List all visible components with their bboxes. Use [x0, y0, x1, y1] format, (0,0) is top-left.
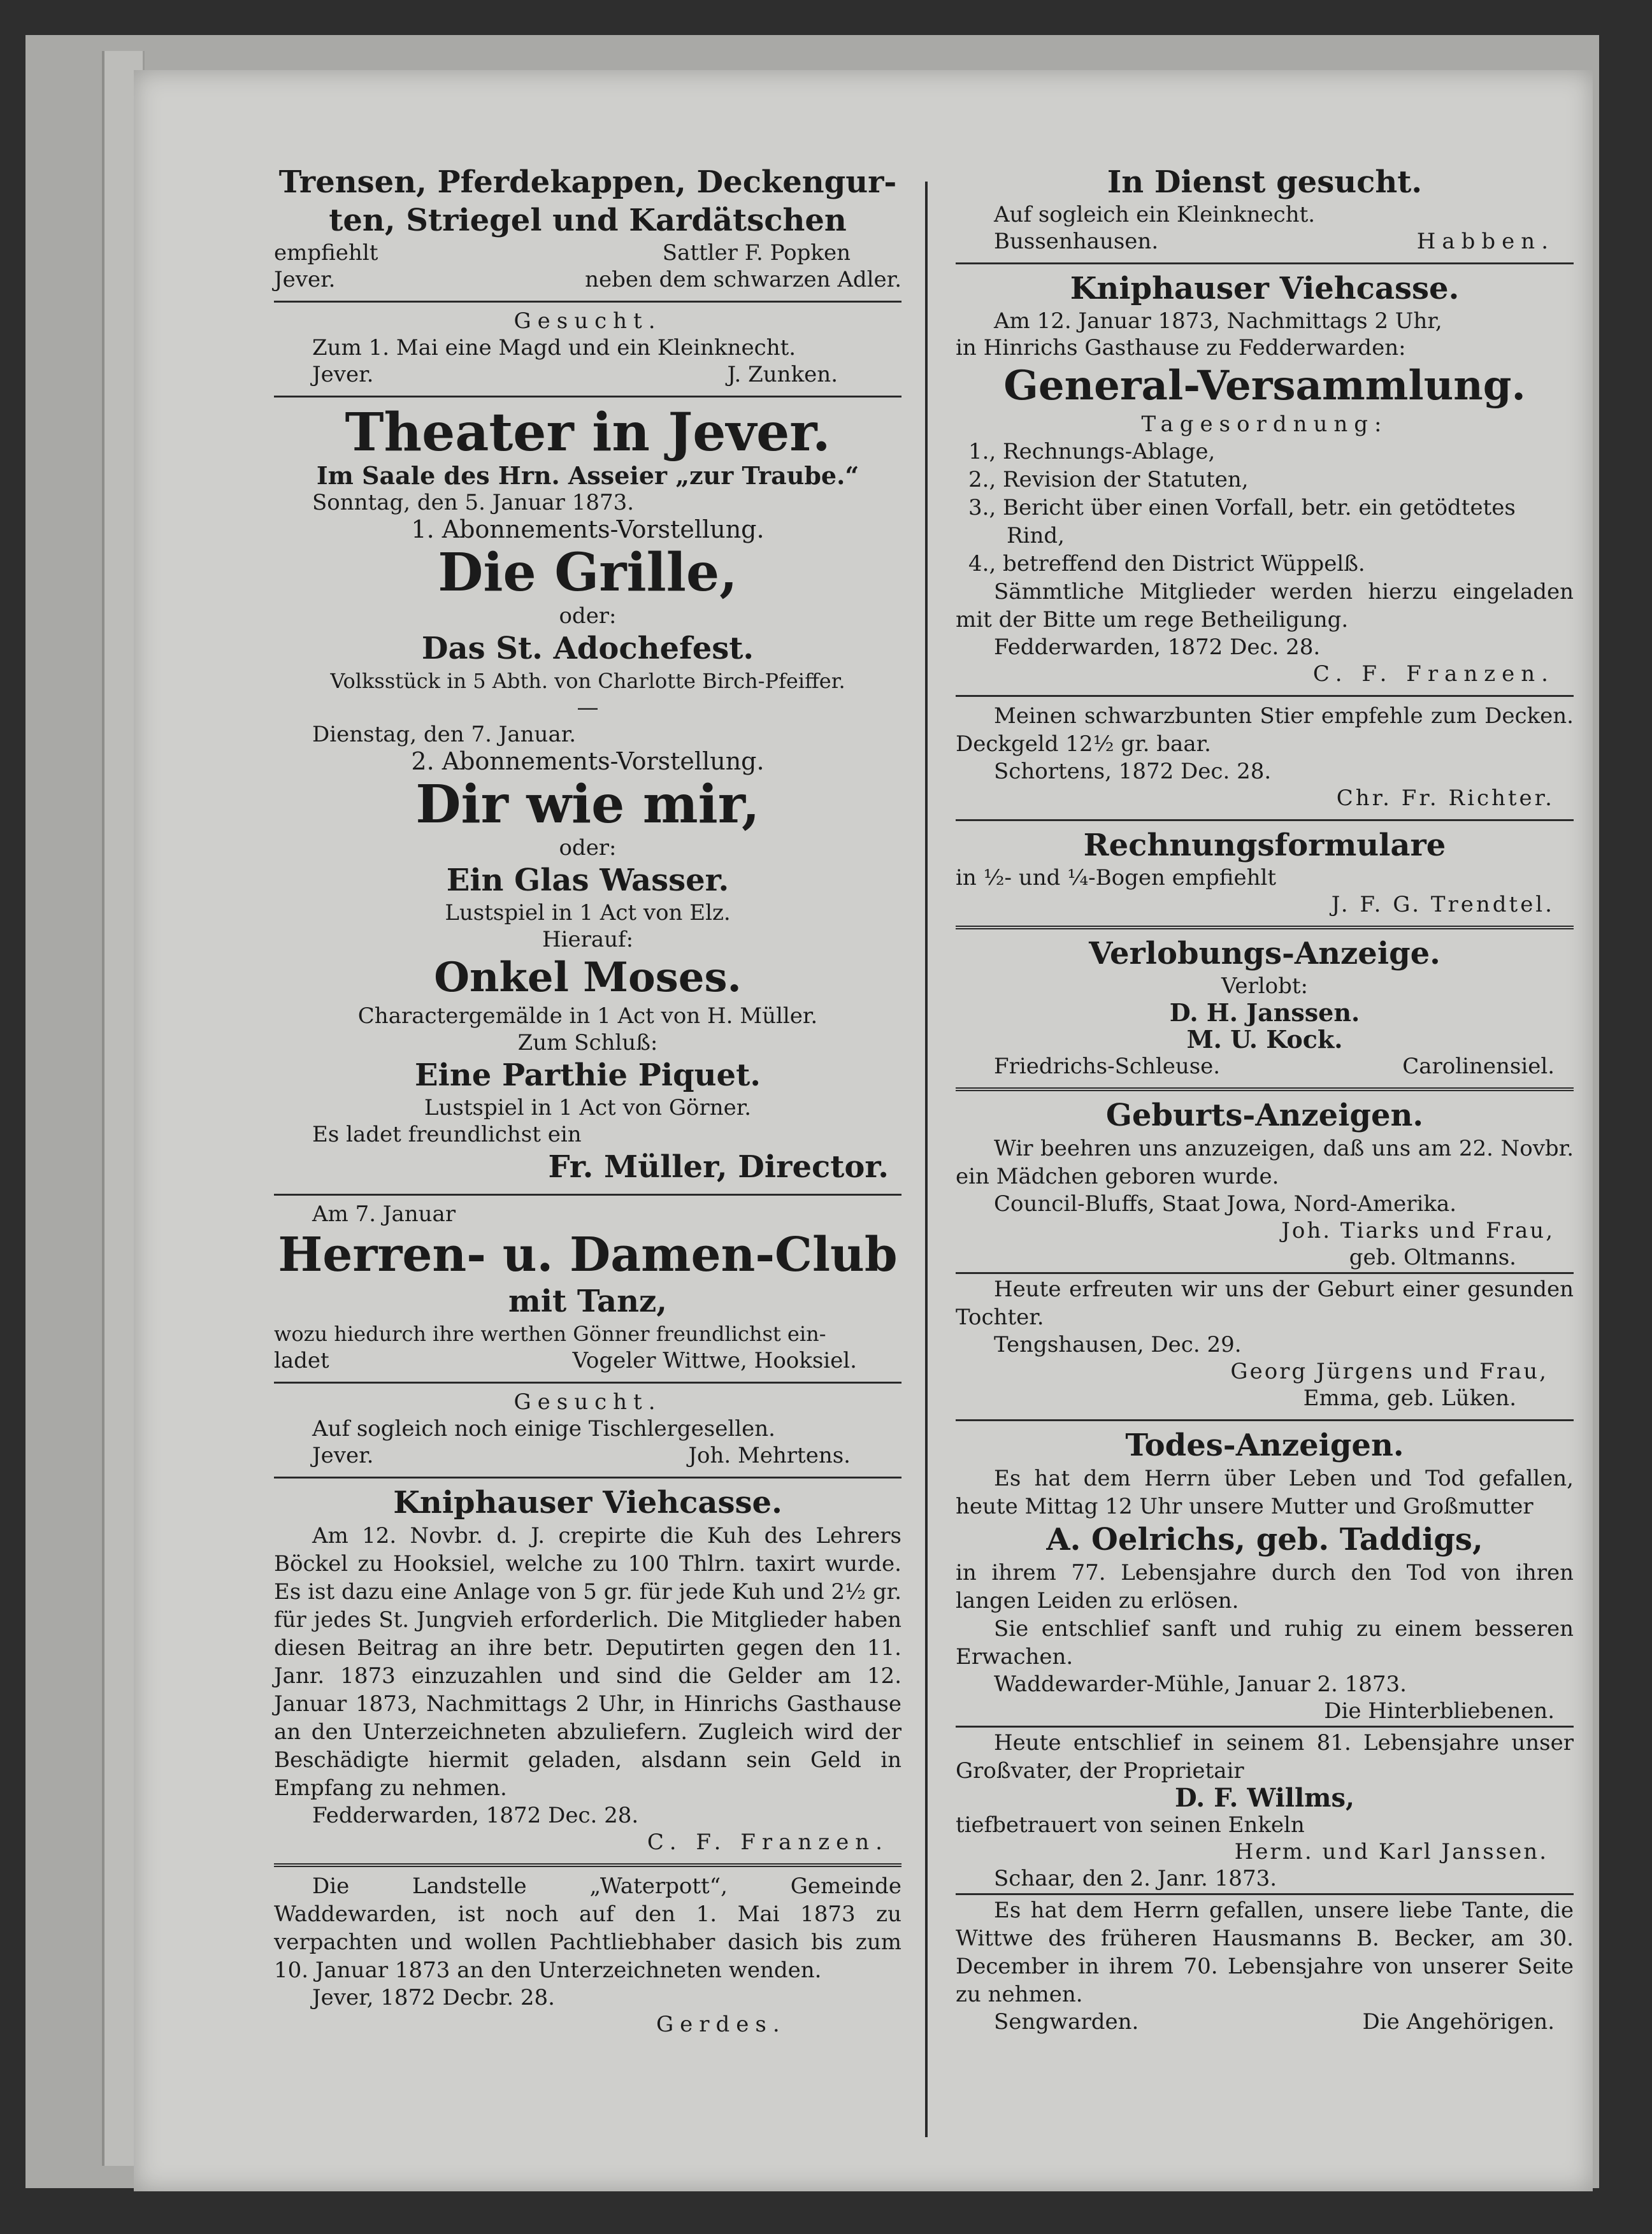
ad-text: in Hinrichs Gasthause zu Fedderwarden: [956, 335, 1406, 361]
ad-separator [274, 1194, 901, 1196]
ad-separator [956, 1087, 1574, 1091]
ad-text: Zum Schluß: [517, 1030, 658, 1056]
ad-separator [956, 262, 1574, 264]
ad-line [274, 361, 901, 388]
ad-separator [956, 1893, 1574, 1895]
ad-signature: Georg Jürgens und Frau, [1230, 1359, 1548, 1384]
ad-signature: Joh. Mehrtens. [688, 1443, 851, 1468]
ad-place: Jever. [312, 362, 374, 387]
ad-date: Am 7. Januar [312, 1201, 456, 1227]
ad-signature: Die Angehörigen. [1362, 2009, 1555, 2035]
ad-body: Sie entschlief sanft und ruhig zu einem besseren Erwachen. [956, 1616, 1574, 1670]
ad-text: Hierauf: [542, 927, 634, 952]
ad-title-big: General-Versammlung. [1003, 362, 1526, 410]
ad-date: Sonntag, den 5. Januar 1873. [312, 490, 635, 515]
ad-signature: geb. Oltmanns. [1349, 1245, 1516, 1270]
ad-date: Dienstag, den 7. Januar. [312, 722, 577, 747]
ad-separator [956, 926, 1574, 929]
ad-todes [956, 1422, 1574, 2042]
ad-waterpott [274, 1868, 901, 2044]
ad-text: 1. Abonnements-Vorstellung. [411, 515, 765, 543]
ad-text: Lustspiel in 1 Act von Elz. [445, 900, 731, 926]
ad-separator [956, 819, 1574, 821]
ad-trensen [274, 159, 901, 299]
ad-text: Zum 1. Mai eine Magd und ein Kleinknecht. [312, 335, 796, 361]
ad-title: Herren- u. Damen-Club [278, 1228, 898, 1282]
ad-line [274, 266, 901, 293]
ad-text: Am 12. Januar 1873, Nachmittags 2 Uhr, [994, 308, 1442, 334]
ad-name: D. F. Willms, [1175, 1783, 1354, 1813]
ad-name: M. U. Kock. [1186, 1025, 1343, 1054]
ad-signature: Habben. [1416, 229, 1555, 254]
ad-text: neben dem schwarzen Adler. [585, 267, 901, 292]
ad-text: Es ladet freundlichst ein [312, 1122, 582, 1147]
ad-signature: C. F. Franzen. [647, 1829, 889, 1855]
ad-place: Sengwarden. [994, 2009, 1139, 2035]
ad-separator [956, 1726, 1574, 1728]
ad-place: Schortens, 1872 Dec. 28. [994, 759, 1272, 784]
ad-theater [274, 399, 901, 1192]
ad-separator [274, 1863, 901, 1867]
column-divider [925, 182, 928, 2137]
list-item: 4., betreffend den District Wüppelß. [968, 551, 1365, 576]
ad-text: oder: [559, 603, 617, 629]
ad-formulare [956, 822, 1574, 924]
ad-signature: Vogeler Wittwe, Hooksiel. [572, 1348, 857, 1373]
ad-place: Jever, 1872 Decbr. 28. [312, 1985, 555, 2010]
ad-title: Trensen, Pferdekappen, Deckengur- [278, 164, 897, 200]
ad-subtitle: Im Saale des Hrn. Asseier „zur Traube.“ [316, 461, 859, 490]
ad-body: Heute erfreuten wir uns der Geburt einer gesunden Tochter. [956, 1277, 1574, 1330]
ad-place: Friedrichs-Schleuse. [994, 1054, 1221, 1079]
ad-place: Council-Bluffs, Staat Jowa, Nord-Amerika. [994, 1191, 1457, 1217]
play-title: Dir wie mir, [415, 774, 760, 835]
ad-signature: C. F. Franzen. [1312, 661, 1555, 687]
ad-line [274, 240, 901, 266]
ad-title: Geburts-Anzeigen. [1105, 1098, 1424, 1133]
ad-signature: Fr. Müller, Director. [548, 1149, 889, 1185]
ad-stier [956, 698, 1574, 818]
ad-signature: J. F. G. Trendtel. [1331, 892, 1555, 917]
ad-title: Todes-Anzeigen. [1125, 1428, 1404, 1463]
ad-separator [274, 301, 901, 303]
ad-place: Tengshausen, Dec. 29. [994, 1332, 1242, 1357]
ad-text: ladet [274, 1348, 329, 1373]
ad-place: Fedderwarden, 1872 Dec. 28. [994, 634, 1321, 660]
ad-dienst [956, 159, 1574, 261]
ad-text: — [577, 695, 599, 720]
ad-text: Lustspiel in 1 Act von Görner. [424, 1095, 752, 1121]
ad-body: Die Landstelle „Waterpott“, Gemeinde Waddewarden, ist noch auf den 1. Mai 1873 zu verpachten und wollen Pachtliebhaber dasich bis zum 10. Januar 1873 an den Unterzeichneten wenden. [274, 1873, 901, 1983]
play-subtitle: Ein Glas Wasser. [446, 863, 729, 898]
ad-title: Rechnungsformulare [1083, 827, 1446, 863]
ad-viehcasse-left [274, 1480, 901, 1862]
ad-line [274, 1442, 901, 1469]
play-title: Die Grille, [438, 542, 738, 603]
list-item: 1., Rechnungs-Ablage, [968, 439, 1216, 464]
ad-text: oder: [559, 835, 617, 861]
ad-viehcasse-right [956, 266, 1574, 694]
play-title: Onkel Moses. [434, 954, 742, 1001]
list-item: 3., Bericht über einen Vorfall, betr. ein getödtetes [968, 495, 1516, 520]
ad-title: In Dienst gesucht. [1107, 164, 1423, 200]
agenda-list [956, 438, 1574, 578]
ad-text: in ½- und ¼-Bogen empfiehlt [956, 865, 1277, 891]
ad-gesucht-magd [274, 304, 901, 394]
ad-separator [274, 1477, 901, 1479]
ad-signature: Herm. und Karl Janssen. [1234, 1839, 1548, 1865]
ad-place: Jever. [274, 267, 336, 292]
ad-place: Carolinensiel. [1402, 1054, 1555, 1079]
ad-text: Auf sogleich ein Kleinknecht. [994, 202, 1316, 227]
ad-signature: Emma, geb. Lüken. [1303, 1386, 1516, 1411]
ad-text: Charactergemälde in 1 Act von H. Müller. [357, 1003, 818, 1029]
ad-title: Verlobungs-Anzeige. [1089, 936, 1440, 971]
ad-text: tiefbetrauert von seinen Enkeln [956, 1812, 1305, 1838]
ad-title: Kniphauser Viehcasse. [393, 1485, 782, 1521]
ad-body: in ihrem 77. Lebensjahre durch den Tod von ihren langen Leiden zu erlösen. [956, 1560, 1574, 1614]
ad-club [274, 1197, 901, 1380]
ad-line [274, 1347, 901, 1374]
ad-signature: Joh. Tiarks und Frau, [1281, 1218, 1555, 1243]
ad-body: Meinen schwarzbunten Stier empfehle zum Decken. Deckgeld 12½ gr. baar. [956, 703, 1574, 757]
ad-title: Theater in Jever. [345, 402, 831, 463]
ad-text: wozu hiedurch ihre werthen Gönner freundlichst ein- [274, 1322, 826, 1346]
ad-text: Auf sogleich noch einige Tischlergesellen. [312, 1416, 775, 1442]
ad-signature: Sattler F. Popken [662, 240, 851, 266]
ad-name: A. Oelrichs, geb. Taddigs, [1046, 1522, 1483, 1557]
ad-heading: Gesucht. [514, 308, 662, 334]
ad-place: Jever. [312, 1443, 374, 1468]
ad-separator [274, 396, 901, 397]
ad-separator [274, 1382, 901, 1384]
list-item: 2., Revision der Statuten, [968, 467, 1249, 492]
ad-body: Heute entschlief in seinem 81. Lebensjahre unser Großvater, der Proprietair [956, 1730, 1574, 1784]
ad-heading: Tagesordnung: [1141, 412, 1388, 437]
ad-subtitle: mit Tanz, [508, 1284, 667, 1319]
ad-place: Schaar, den 2. Janr. 1873. [994, 1866, 1277, 1891]
ad-signature: Die Hinterbliebenen. [1324, 1698, 1555, 1724]
ad-body: Es hat dem Herrn gefallen, unsere liebe Tante, die Wittwe des früheren Hausmanns B. Becker, am 30. December in ihrem 70. Lebensjahre von unserer Seite zu nehmen. [956, 1898, 1574, 2007]
ad-body: Sämmtliche Mitglieder werden hierzu eingeladen mit der Bitte um rege Betheiligung. [956, 579, 1574, 633]
ad-body: Es hat dem Herrn über Leben und Tod gefallen, heute Mittag 12 Uhr unsere Mutter und Großmutter [956, 1466, 1574, 1519]
ad-line [956, 228, 1574, 255]
right-column [956, 159, 1574, 2042]
left-column [274, 159, 901, 2044]
ad-text: empfiehlt [274, 240, 378, 266]
ad-body: Am 12. Novbr. d. J. crepirte die Kuh des Lehrers Böckel zu Hooksiel, welche zu 100 Thlrn. taxirt wurde. Es ist dazu eine Anlage von 5 gr. für jede Kuh und 2½ gr. für jedes St. Jungvieh erforderlich. Die Mitglieder haben diesen Beitrag an ihre betr. Deputirten gegen den 11. Janr. 1873 einzuzahlen und sind die Gelder am 12. Januar 1873, Nachmittags 2 Uhr, in Hinrichs Gasthause an den Unterzeichneten abzuliefern. Zugleich wird der Beschädigte hiermit geladen, alsdann sein Geld in Empfang zu nehmen. [274, 1523, 901, 1801]
ad-place: Bussenhausen. [994, 229, 1159, 254]
list-item: Rind, [1007, 523, 1065, 548]
ad-separator [956, 1272, 1574, 1274]
ad-place: Fedderwarden, 1872 Dec. 28. [312, 1803, 639, 1828]
ad-body: Wir beehren uns anzuzeigen, daß uns am 22. Novbr. ein Mädchen geboren wurde. [956, 1136, 1574, 1189]
ad-signature: Gerdes. [656, 2012, 786, 2037]
ad-text: 2. Abonnements-Vorstellung. [411, 747, 765, 775]
ad-line [956, 2008, 1574, 2035]
ad-heading: Gesucht. [514, 1389, 662, 1415]
ad-geburt [956, 1092, 1574, 1418]
ad-text: Volksstück in 5 Abth. von Charlotte Birch-Pfeiffer. [330, 669, 845, 693]
play-title: Eine Parthie Piquet. [415, 1057, 761, 1093]
ad-signature: Chr. Fr. Richter. [1336, 785, 1555, 811]
play-subtitle: Das St. Adochefest. [421, 631, 754, 666]
ad-place: Waddewarder-Mühle, Januar 2. 1873. [994, 1672, 1407, 1697]
ad-text: Verlobt: [1221, 973, 1309, 999]
ad-signature: J. Zunken. [727, 362, 838, 387]
ad-separator [956, 695, 1574, 697]
ad-separator [956, 1419, 1574, 1421]
ad-title: ten, Striegel und Kardätschen [329, 203, 847, 238]
ad-gesucht-tischler [274, 1385, 901, 1475]
ad-title: Kniphauser Viehcasse. [1070, 271, 1460, 306]
ad-name: D. H. Janssen. [1169, 998, 1360, 1027]
ad-line [956, 1053, 1574, 1080]
ad-verlobung [956, 931, 1574, 1086]
